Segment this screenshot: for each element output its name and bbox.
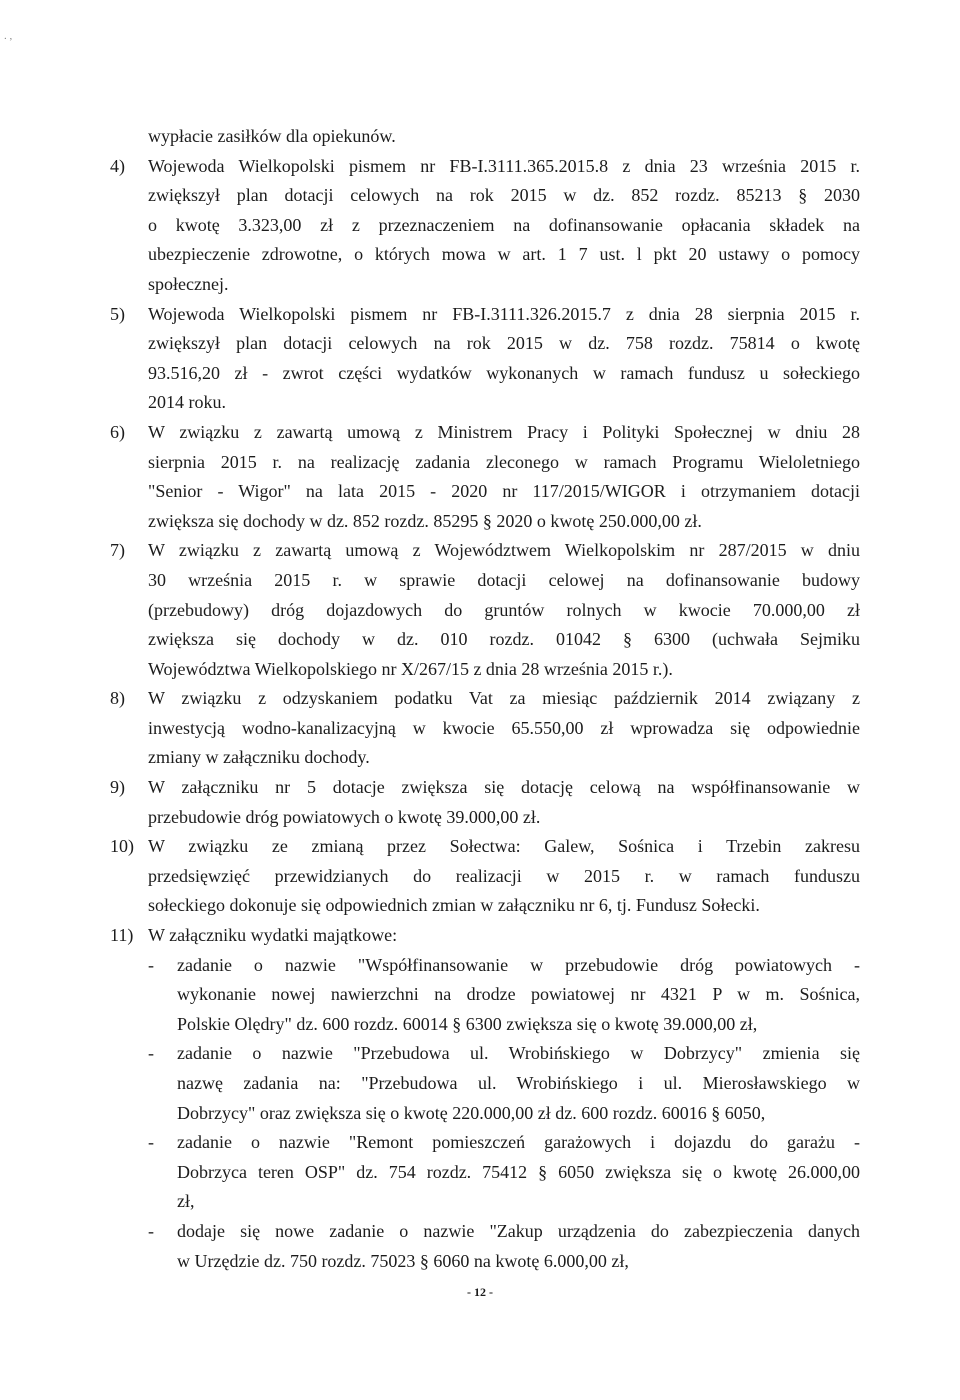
document-body: [110, 122, 860, 1276]
intro-line: wypłacie zasiłków dla opiekunów.: [148, 126, 396, 146]
item-number: 10): [110, 836, 134, 857]
item-line: inwestycją wodno-kanalizacyjną w kwocie 65.550,00 zł wprowadza się odpowiednie: [148, 717, 860, 738]
item-line: społecznej.: [148, 273, 229, 294]
item-line: zwiększa się dochody w dz. 010 rozdz. 01042 § 6300 (uchwała Sejmiku: [148, 629, 860, 650]
list-item: [110, 152, 860, 300]
bullet-dash: -: [148, 954, 154, 975]
item-first-line: [110, 300, 860, 330]
bullet-line: Polskie Olędry" dz. 600 rozdz. 60014 § 6300 zwiększa się o kwotę 39.000,00 zł,: [177, 1013, 758, 1034]
scan-marks: . ,: [4, 30, 13, 42]
bullet-line: zł,: [177, 1191, 195, 1212]
item-text: W związku z zawartą umową z Województwem Wielkopolskim nr 287/2015 w dniu: [148, 540, 860, 561]
bullet-line: Dobrzycy" oraz zwiększa się o kwotę 220.000,00 zł dz. 600 rozdz. 60016 § 6050,: [177, 1102, 766, 1123]
item-line: przebudowie dróg powiatowych o kwotę 39.000,00 zł.: [148, 806, 541, 827]
item-first-line: [110, 418, 860, 448]
item-line: zwiększył plan dotacji celowych na rok 2015 w dz. 852 rozdz. 85213 § 2030: [148, 185, 860, 206]
item-number: 11): [110, 925, 134, 946]
list-item: [110, 684, 860, 773]
list-item: [110, 418, 860, 536]
item-number: 9): [110, 777, 125, 798]
item-line: przedsięwzięć przewidzianych do realizacji w 2015 r. w ramach funduszu: [148, 865, 860, 886]
item-number: 8): [110, 688, 125, 709]
bullet-text: zadanie o nazwie "Współfinansowanie w przebudowie dróg powiatowych -: [177, 954, 860, 975]
item-line: zwiększa się dochody w dz. 852 rozdz. 85295 § 2020 o kwotę 250.000,00 zł.: [148, 510, 702, 531]
bullet-first-line: [110, 1128, 860, 1158]
bullet-line: Dobrzyca teren OSP" dz. 754 rozdz. 75412 § 6050 zwiększa się o kwotę 26.000,00: [177, 1161, 860, 1182]
item-first-line: [110, 921, 860, 951]
item-first-line: [110, 773, 860, 803]
item-line: "Senior - Wigor" na lata 2015 - 2020 nr 117/2015/WIGOR i otrzymaniem dotacji: [148, 481, 860, 502]
item-line: sierpnia 2015 r. na realizację zadania zleconego w ramach Programu Wieloletniego: [148, 451, 860, 472]
item-number: 5): [110, 303, 125, 324]
item-line: 93.516,20 zł - zwrot części wydatków wykonanych w ramach fundusz u sołeckiego: [148, 362, 860, 383]
item-text: Wojewoda Wielkopolski pismem nr FB-I.3111.365.2015.8 z dnia 23 września 2015 r.: [148, 155, 860, 176]
bullet-first-line: [110, 1039, 860, 1069]
item-line: Województwa Wielkopolskiego nr X/267/15 z dnia 28 września 2015 r.).: [148, 658, 673, 679]
bullet-dash: -: [148, 1043, 154, 1064]
bullet-item: [110, 1039, 860, 1128]
list-item: [110, 921, 860, 951]
item-line: (przebudowy) dróg dojazdowych do gruntów rolnych w kwocie 70.000,00 zł: [148, 599, 860, 620]
bullet-text: dodaje się nowe zadanie o nazwie "Zakup urządzenia do zabezpieczenia danych: [177, 1220, 860, 1241]
bullet-line: w Urzędzie dz. 750 rozdz. 75023 § 6060 na kwotę 6.000,00 zł,: [177, 1250, 629, 1271]
bullet-text: zadanie o nazwie "Przebudowa ul. Wrobińskiego w Dobrzycy" zmienia się: [177, 1043, 860, 1064]
item-text: W związku z odzyskaniem podatku Vat za miesiąc październik 2014 związany z: [148, 688, 860, 709]
item-line: zmiany w załączniku dochody.: [148, 747, 370, 768]
item-line: zwiększył plan dotacji celowych na rok 2015 w dz. 758 rozdz. 75814 o kwotę: [148, 333, 860, 354]
bullet-text: zadanie o nazwie "Remont pomieszczeń garażowych i dojazdu do garażu -: [177, 1132, 860, 1153]
item-number: 7): [110, 540, 125, 561]
item-line: 2014 roku.: [148, 392, 226, 413]
item-first-line: [110, 684, 860, 714]
numbered-list: [110, 152, 860, 951]
bullet-first-line: [110, 951, 860, 981]
list-item: [110, 300, 860, 418]
item-line: sołeckiego dokonuje się odpowiednich zmian w załączniku nr 6, tj. Fundusz Sołecki.: [148, 895, 760, 916]
item-number: 6): [110, 421, 125, 442]
item-line: 30 września 2015 r. w sprawie dotacji celowej na dofinansowanie budowy: [148, 569, 860, 590]
bullet-item: [110, 1217, 860, 1276]
bullet-item: [110, 1128, 860, 1217]
page-number: - 12 -: [467, 1285, 493, 1299]
bullet-dash: -: [148, 1132, 154, 1153]
bullet-list: [110, 951, 860, 1277]
item-text: W związku ze zmianą przez Sołectwa: Galew, Sośnica i Trzebin zakresu: [148, 836, 860, 857]
item-text: Wojewoda Wielkopolski pismem nr FB-I.3111.326.2015.7 z dnia 28 sierpnia 2015 r.: [148, 303, 860, 324]
item-text: W związku z zawartą umową z Ministrem Pracy i Polityki Społecznej w dniu 28: [148, 421, 860, 442]
item-first-line: [110, 536, 860, 566]
list-item: [110, 832, 860, 921]
item-text: W załączniku wydatki majątkowe:: [148, 925, 398, 946]
bullet-dash: -: [148, 1220, 154, 1241]
bullet-line: wykonanie nowej nawierzchni na drodze powiatowej nr 4321 P w m. Sośnica,: [177, 984, 860, 1005]
bullet-line: nazwę zadania na: "Przebudowa ul. Wrobińskiego i ul. Mierosławskiego w: [177, 1073, 860, 1093]
bullet-item: [110, 951, 860, 1040]
item-line: o kwotę 3.323,00 zł z przeznaczeniem na dofinansowanie opłacania składek na: [148, 214, 860, 235]
item-number: 4): [110, 155, 125, 176]
bullet-first-line: [110, 1217, 860, 1247]
item-text: W załączniku nr 5 dotacje zwiększa się dotację celową na współfinansowanie w: [148, 777, 860, 798]
list-item: [110, 536, 860, 684]
item-first-line: [110, 152, 860, 182]
list-item: [110, 773, 860, 832]
item-first-line: [110, 832, 860, 862]
item-line: ubezpieczenie zdrowotne, o których mowa w art. 1 7 ust. l pkt 20 ustawy o pomocy: [148, 244, 860, 265]
